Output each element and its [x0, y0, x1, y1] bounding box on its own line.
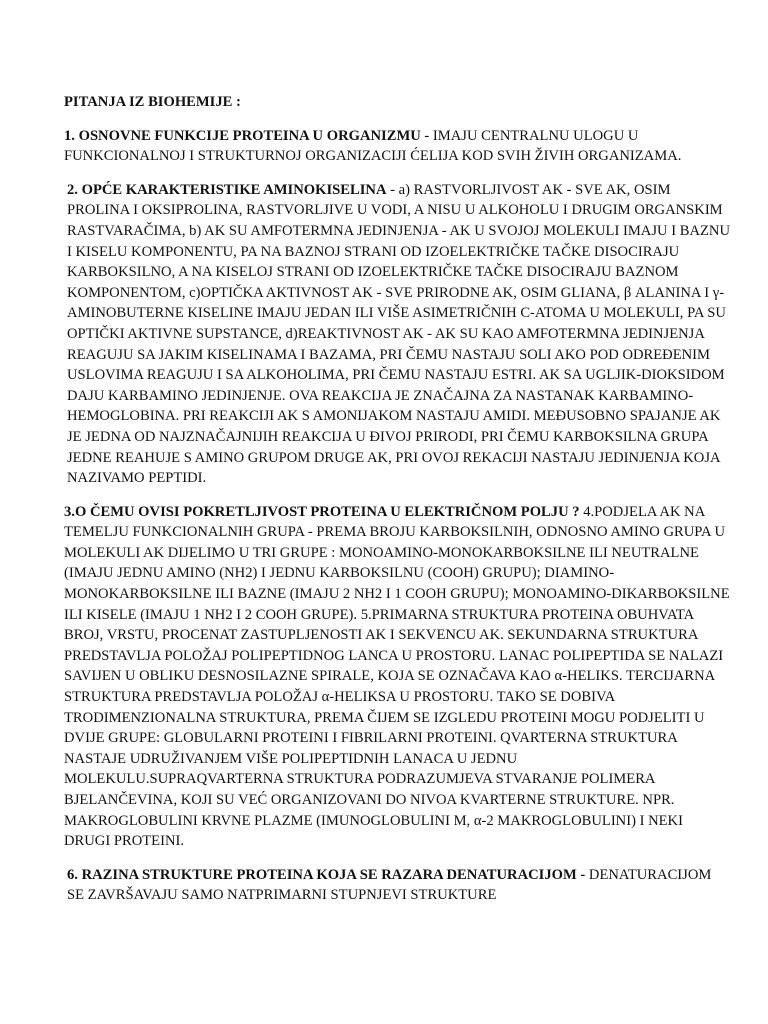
question-2-heading: 2. OPĆE KARAKTERISTIKE AMINOKISELINA	[67, 181, 387, 198]
question-1	[64, 126, 730, 167]
question-6-heading: 6. RAZINA STRUKTURE PROTEINA KOJA SE RAZARA DENATURACIJOM -	[67, 866, 586, 883]
question-6-body: DENATURACIJOM SE ZAVRŠAVAJU SAMO NATPRIMARNI STUPNJEVI STRUKTURE	[67, 866, 712, 904]
question-1-body: - IMAJU CENTRALNU ULOGU U FUNKCIONALNOJ I STRUKTURNOJ ORGANIZACIJI ĆELIJA KOD SVIH ŽIVIH ORGANIZAMA.	[64, 127, 682, 165]
question-1-heading: 1. OSNOVNE FUNKCIJE PROTEINA U ORGANIZMU	[64, 127, 421, 144]
question-2	[64, 180, 730, 489]
document-title: PITANJA IZ BIOHEMIJE :	[64, 94, 241, 110]
question-3-heading: 3.O ČEMU OVISI POKRETLJIVOST PROTEINA U ELEKTRIČNOM POLJU ?	[64, 503, 580, 520]
document-content	[64, 92, 730, 919]
question-6	[64, 865, 730, 906]
question-2-body: - a) RASTVORLJIVOST AK - SVE AK, OSIM PROLINA I OKSIPROLINA, RASTVORLJIVE U VODI, A NISU U ALKOHOLU I DRUGIM ORGANSKIM RASTVARAČIMA, b) AK SU AMFOTERMNA JEDINJENJA - AK U SVOJOJ MOLEKULI IMAJU I BAZNU I KISELU KOMPONENTU, PA NA BAZNOJ STRANI OD IZOELEKTRIČKE TAČKE DISOCIRAJU KARBOKSILNO, A NA KISELOJ STRANI OD IZOELEKTRIČKE TAČKE DISOCIRAJU BAZNOM KOMPONENTOM, c)OPTIČKA AKTIVNOST AK - SVE PRIRODNE AK, OSIM GLIANA, β ALANINA I γ-AMINOBUTERNE KISELINE IMAJU JEDAN ILI VIŠE ASIMETRIČNIH C-ATOMA U MOLEKULI, PA SU OPTIČKI AKTIVNE SUPSTANCE, d)REAKTIVNOST AK - AK SU KAO AMFOTERMNA JEDINJENJA REAGUJU SA JAKIM KISELINAMA I BAZAMA, PRI ČEMU NASTAJU SOLI AKO POD ODREĐENIM USLOVIMA REAGUJU I SA ALKOHOLIMA, PRI ČEMU NASTAJU ESTRI. AK SA UGLJIK-DIOKSIDOM DAJU KARBAMINO JEDINJENJE. OVA REAKCIJA JE ZNAČAJNA ZA NASTANAK KARBAMINO-HEMOGLOBINA. PRI REAKCIJI AK S AMONIJAKOM NASTAJU AMIDI. MEĐUSOBNO SPAJANJE AK JE JEDNA OD NAJZNAČAJNIJIH REAKCIJA U ĐIVOJ PRIRODI, PRI ČEMU KARBOKSILNA GRUPA JEDNE REAHUJE S AMINO GRUPOM DRUGE AK, PRI OVOJ REKACIJI NASTAJU JEDINJENJA KOJA NAZIVAMO PEPTIDI.	[67, 181, 730, 487]
question-3	[64, 502, 730, 852]
question-3-body: 4.PODJELA AK NA TEMELJU FUNKCIONALNIH GRUPA - PREMA BROJU KARBOKSILNIH, ODNOSNO AMINO GRUPA U MOLEKULI AK DIJELIMO U TRI GRUPE : MONOAMINO-MONOKARBOKSILNE ILI NEUTRALNE (IMAJU JEDNU AMINO (NH2) I JEDNU KARBOKSILNU (COOH) GRUPU); DIAMINO-MONOKARBOKSILNE ILI BAZNE (IMAJU 2 NH2 I 1 COOH GRUPU); MONOAMINO-DIKARBOKSILNE ILI KISELE (IMAJU 1 NH2 I 2 COOH GRUPE). 5.PRIMARNA STRUKTURA PROTEINA OBUHVATA BROJ, VRSTU, PROCENAT ZASTUPLJENOSTI AK I SEKVENCU AK. SEKUNDARNA STRUKTURA PREDSTAVLJA POLOŽAJ POLIPEPTIDNOG LANCA U PROSTORU. LANAC POLIPEPTIDA SE NALAZI SAVIJEN U OBLIKU DESNOSILAZNE SPIRALE, KOJA SE OZNAČAVA KAO α-HELIKS. TERCIJARNA STRUKTURA PREDSTAVLJA POLOŽAJ α-HELIKSA U PROSTORU. TAKO SE DOBIVA TRODIMENZIONALNA STRUKTURA, PREMA ČIJEM SE IZGLEDU PROTEINI MOGU PODJELITI U DVIJE GRUPE: GLOBULARNI PROTEINI I FIBRILARNI PROTEINI. QVARTERNA STRUKTURA NASTAJE UDRUŽIVANJEM VIŠE POLIPEPTIDNIH LANACA U JEDNU MOLEKULU.SUPRAQVARTERNA STRUKTURA PODRAZUMJEVA STVARANJE POLIMERA BJELANČEVINA, KOJI SU VEĆ ORGANIZOVANI DO NIVOA KVARTERNE STRUKTURE. NPR. MAKROGLOBULINI KRVNE PLAZME (IMUNOGLOBULINI M, α-2 MAKROGLOBULINI) I NEKI DRUGI PROTEINI.	[64, 503, 730, 850]
